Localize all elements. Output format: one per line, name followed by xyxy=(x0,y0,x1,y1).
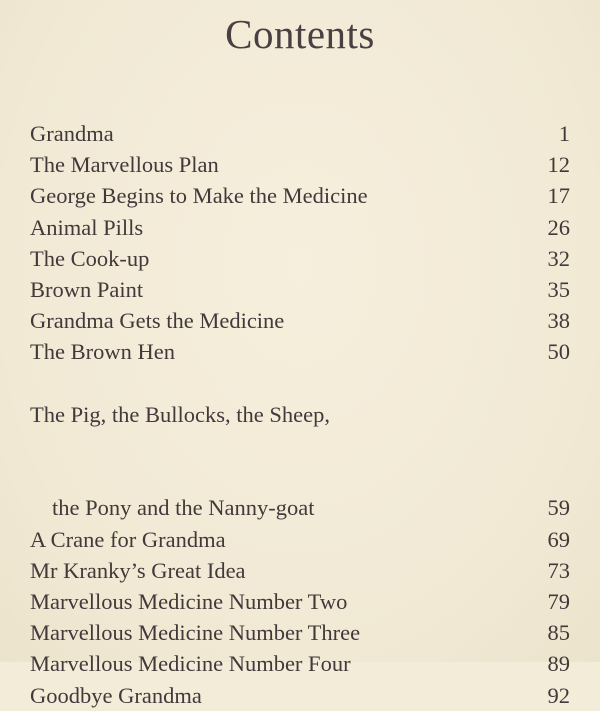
chapter-title xyxy=(30,368,330,524)
toc-entry xyxy=(30,243,570,274)
page-number: 12 xyxy=(547,152,570,178)
toc-entry xyxy=(30,149,570,180)
page-number: 69 xyxy=(547,526,570,552)
chapter-title: Marvellous Medicine Number Two xyxy=(30,589,348,615)
chapter-title: George Begins to Make the Medicine xyxy=(30,183,368,209)
page-number: 79 xyxy=(547,589,570,615)
table-of-contents xyxy=(30,118,570,711)
chapter-title: Marvellous Medicine Number Three xyxy=(30,620,361,646)
chapter-title: The Cook-up xyxy=(30,245,150,271)
toc-entry xyxy=(30,680,570,711)
page-number: 32 xyxy=(547,245,570,271)
page-number: 26 xyxy=(547,214,570,240)
page-title: Contents xyxy=(225,11,375,57)
page-number: 17 xyxy=(547,183,570,209)
chapter-title: A Crane for Grandma xyxy=(30,526,226,552)
toc-entry xyxy=(30,586,570,617)
toc-entry xyxy=(30,336,570,367)
toc-entry xyxy=(30,524,570,555)
chapter-title-line-1: The Pig, the Bullocks, the Sheep, xyxy=(30,401,330,427)
chapter-title: Goodbye Grandma xyxy=(30,682,202,708)
chapter-title: Grandma Gets the Medicine xyxy=(30,308,285,334)
page-number: 73 xyxy=(547,557,570,583)
page-number: 38 xyxy=(547,308,570,334)
page-number: 85 xyxy=(547,620,570,646)
toc-entry xyxy=(30,368,570,524)
chapter-title: The Brown Hen xyxy=(30,339,175,365)
chapter-title: Mr Kranky’s Great Idea xyxy=(30,557,246,583)
chapter-title: Marvellous Medicine Number Four xyxy=(30,651,351,677)
chapter-title: Animal Pills xyxy=(30,214,144,240)
chapter-title: Grandma xyxy=(30,121,114,146)
toc-entry xyxy=(30,274,570,305)
toc-entry xyxy=(30,180,570,211)
toc-entry xyxy=(30,648,570,679)
page-number: 1 xyxy=(558,121,570,146)
page-number: 59 xyxy=(547,495,570,521)
toc-entry xyxy=(30,617,570,648)
toc-entry xyxy=(30,212,570,243)
page-number: 92 xyxy=(547,682,570,708)
page-number: 89 xyxy=(547,651,570,677)
page-number: 35 xyxy=(547,277,570,303)
toc-entry xyxy=(30,555,570,586)
chapter-title-line-2: the Pony and the Nanny-goat xyxy=(52,495,315,521)
chapter-title: Brown Paint xyxy=(30,277,144,303)
toc-entry xyxy=(30,305,570,336)
toc-entry xyxy=(30,118,570,149)
chapter-title: The Marvellous Plan xyxy=(30,152,219,178)
page-number: 50 xyxy=(547,339,570,365)
